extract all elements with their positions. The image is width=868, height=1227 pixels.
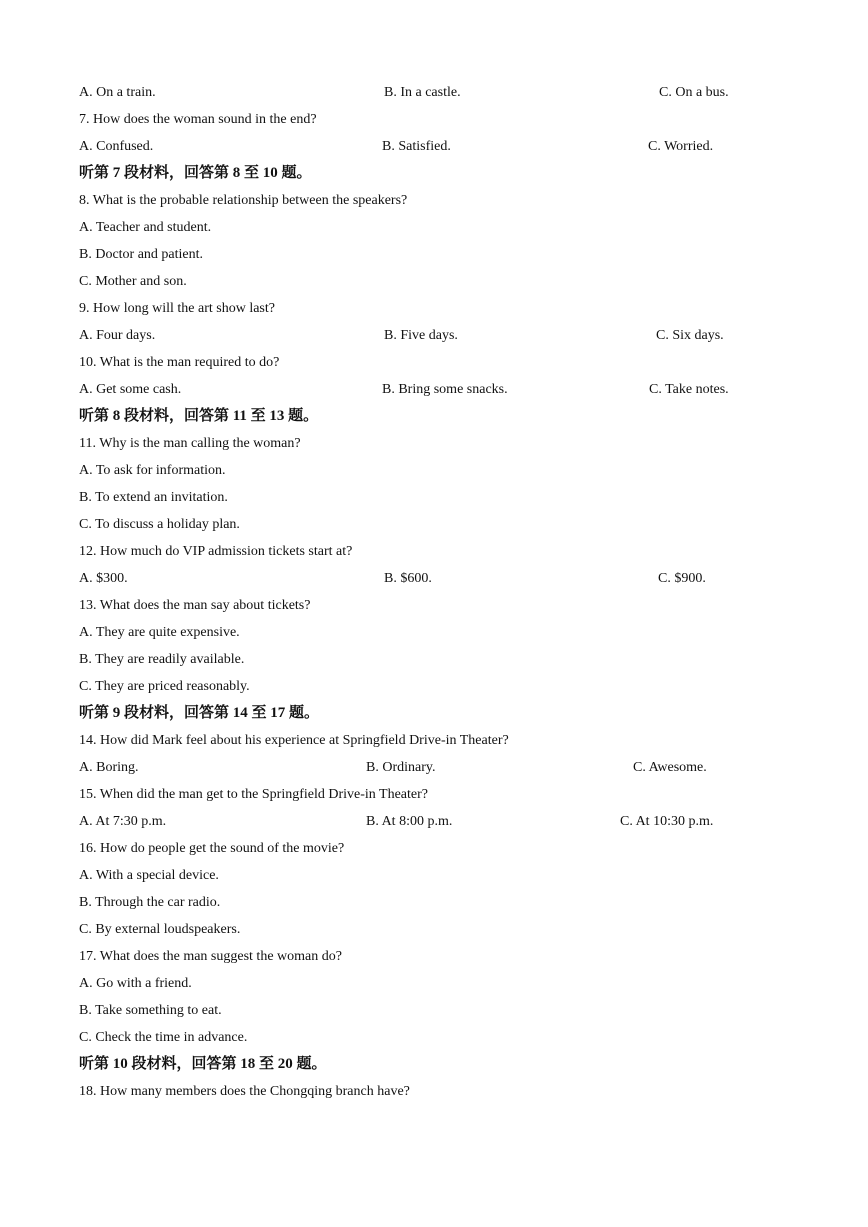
option-text: B. Doctor and patient. (79, 247, 204, 262)
option-text: A. Go with a friend. (79, 976, 192, 991)
question-text: 13. What does the man say about tickets? (79, 598, 311, 613)
option-text: C. Mother and son. (79, 274, 187, 289)
option-b: B. Ordinary. (366, 760, 436, 775)
option-text: A. They are quite expensive. (79, 625, 240, 640)
option-c: C. Worried. (648, 139, 714, 154)
option-a: A. Boring. (79, 760, 139, 775)
option-c: C. Take notes. (649, 382, 729, 397)
option-a: A. Confused. (79, 139, 154, 154)
option-a: A. At 7:30 p.m. (79, 814, 167, 829)
option-text: C. They are priced reasonably. (79, 679, 250, 694)
option-a: A. On a train. (79, 85, 156, 100)
option-b: B. Satisfied. (382, 139, 451, 154)
question-text: 18. How many members does the Chongqing branch have? (79, 1084, 410, 1099)
question-text: 8. What is the probable relationship between the speakers? (79, 193, 408, 208)
question-text: 10. What is the man required to do? (79, 355, 280, 370)
option-text: C. To discuss a holiday plan. (79, 517, 240, 532)
option-b: B. Five days. (384, 328, 458, 343)
option-b: B. In a castle. (384, 85, 461, 100)
question-text: 16. How do people get the sound of the movie? (79, 841, 345, 856)
option-a: A. Get some cash. (79, 382, 182, 397)
option-text: B. Take something to eat. (79, 1003, 222, 1018)
question-text: 15. When did the man get to the Springfield Drive-in Theater? (79, 787, 428, 802)
option-a: A. $300. (79, 571, 128, 586)
question-text: 12. How much do VIP admission tickets start at? (79, 544, 353, 559)
option-text: A. Teacher and student. (79, 220, 212, 235)
option-a: A. Four days. (79, 328, 156, 343)
question-text: 9. How long will the art show last? (79, 301, 275, 316)
option-text: A. To ask for information. (79, 463, 226, 478)
option-text: A. With a special device. (79, 868, 219, 883)
section-heading: 听第 8 段材料，回答第 11 至 13 题。 (79, 408, 319, 424)
option-c: C. Awesome. (633, 760, 707, 775)
option-text: C. Check the time in advance. (79, 1030, 248, 1045)
option-text: C. By external loudspeakers. (79, 922, 241, 937)
option-text: B. To extend an invitation. (79, 490, 228, 505)
section-heading: 听第 7 段材料，回答第 8 至 10 题。 (79, 165, 312, 181)
section-heading: 听第 9 段材料，回答第 14 至 17 题。 (79, 705, 320, 721)
option-c: C. At 10:30 p.m. (620, 814, 714, 829)
option-b: B. $600. (384, 571, 432, 586)
option-text: B. Through the car radio. (79, 895, 221, 910)
section-heading: 听第 10 段材料，回答第 18 至 20 题。 (79, 1056, 327, 1072)
option-c: C. On a bus. (659, 85, 729, 100)
option-c: C. $900. (658, 571, 706, 586)
option-b: B. At 8:00 p.m. (366, 814, 453, 829)
option-c: C. Six days. (656, 328, 724, 343)
question-text: 7. How does the woman sound in the end? (79, 112, 317, 127)
option-text: B. They are readily available. (79, 652, 245, 667)
question-text: 14. How did Mark feel about his experience at Springfield Drive-in Theater? (79, 733, 509, 748)
question-text: 17. What does the man suggest the woman do? (79, 949, 342, 964)
option-b: B. Bring some snacks. (382, 382, 508, 397)
question-text: 11. Why is the man calling the woman? (79, 436, 301, 451)
